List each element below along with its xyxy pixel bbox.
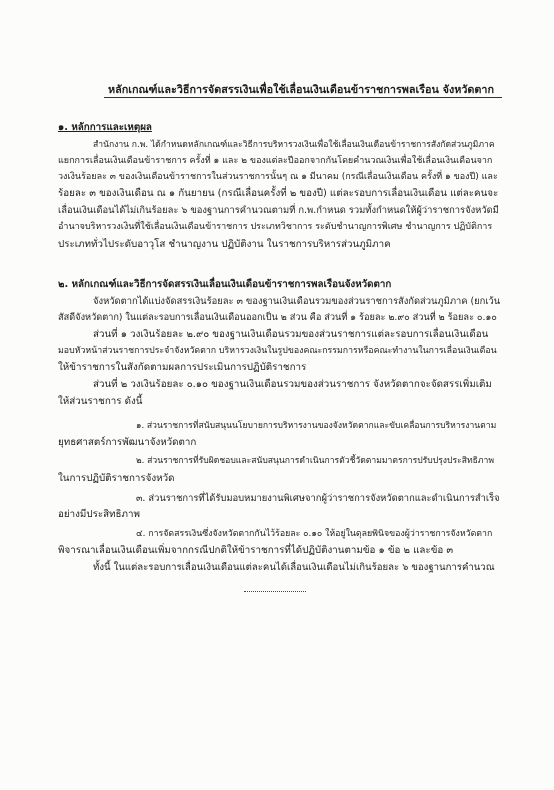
end-divider [244, 591, 306, 592]
allocation-item: ๔. การจัดสรรเงินซึ่งจังหวัดตากกันไว้ร้อยละ ๐.๑๐ ให้อยู่ในดุลยพินิจของผู้ว่าราชการจังหวัดตาก [136, 529, 493, 539]
allocation-item: ๓. ส่วนราชการที่ได้รับมอบหมายงานพิเศษจากผู้ว่าราชการจังหวัดตากและดำเนินการสำเร็จ [136, 493, 500, 504]
section1-line: วงเงินร้อยละ ๓ ของเงินเดือนข้าราชการในส่วนราชการนั้นๆ ณ ๑ มีนาคม (กรณีเลื่อนเงินเดือน ครั้งที่ ๑ ของปี) และ [58, 172, 498, 182]
allocation-item: ๒. ส่วนราชการที่รับผิดชอบและสนับสนุนการดำเนินการตัวชี้วัดตามมาตรการปรับปรุงประสิทธิภาพ [136, 456, 495, 466]
section1-line: อำนาจบริหารวงเงินที่ใช้เลื่อนเงินเดือนข้าราชการ ประเภทวิชาการ ระดับชำนาญการพิเศษ ชำนาญการ ปฏิบัติการ [58, 222, 493, 232]
document-title: หลักเกณฑ์และวิธีการจัดสรรเงินเพื่อใช้เลื่อนเงินเดือนข้าราชการพลเรือน จังหวัดตาก [108, 83, 495, 96]
allocation-item-cont: พิจารณาเลื่อนเงินเดือนเพิ่มจากกรณีปกติให้ข้าราชการที่ได้ปฏิบัติงานตามข้อ ๑ ข้อ ๒ และข้อ ๓ [58, 545, 454, 556]
part1-line: มอบหัวหน้าส่วนราชการประจำจังหวัดตาก บริหารวงเงินในรูปของคณะกรรมการหรือคณะทำงานในการเลื่อนเงินเดือน [58, 346, 497, 356]
section2-intro-line: จังหวัดตากได้แบ่งจัดสรรเงินร้อยละ ๓ ของฐานเงินเดือนรวมของส่วนราชการสังกัดส่วนภูมิภาค (ยกเว้น [93, 296, 501, 307]
allocation-item: ๑. ส่วนราชการที่สนับสนุนนโยบายการบริหารงานของจังหวัดตากและขับเคลื่อนการบริหารงานตาม [136, 421, 497, 431]
part1-line: ส่วนที่ ๑ วงเงินร้อยละ ๒.๙๐ ของฐานเงินเดือนรวมของส่วนราชการแต่ละรอบการเลื่อนเงินเดือน [93, 329, 489, 340]
section1-line: ประเภททั่วไประดับอาวุโส ชำนาญงาน ปฏิบัติงาน ในราชการบริหารส่วนภูมิภาค [58, 239, 391, 250]
allocation-item-cont: ในการปฏิบัติราชการจังหวัด [58, 473, 175, 484]
part2-line: ส่วนที่ ๒ วงเงินร้อยละ ๐.๑๐ ของฐานเงินเดือนรวมของส่วนราชการ จังหวัดตากจะจัดสรรเพิ่มเติม [93, 379, 492, 390]
allocation-item-cont: ยุทธศาสตร์การพัฒนาจังหวัดตาก [58, 437, 197, 448]
title-underline [104, 97, 502, 98]
section1-heading: ๑. หลักการและเหตุผล [58, 122, 152, 133]
section1-line: แยกการเลื่อนเงินเดือนข้าราชการ ครั้งที่ ๑ และ ๒ ของแต่ละปีออกจากกันโดยคำนวณเงินเพื่อใช้เลื่อนเงินเดือนจาก [58, 156, 493, 166]
allocation-item-cont: อย่างมีประสิทธิภาพ [58, 509, 140, 520]
part2-line: ให้ส่วนราชการ ดังนี้ [58, 396, 143, 407]
section1-line: ร้อยละ ๓ ของเงินเดือน ณ ๑ กันยายน (กรณีเลื่อนครั้งที่ ๒ ของปี) แต่ละรอบการเลื่อนเงินเดือน แต่ละคนจะ [58, 188, 499, 199]
section2-heading: ๒. หลักเกณฑ์และวิธีการจัดสรรเงินเลื่อนเงินเดือนข้าราชการพลเรือนจังหวัดตาก [58, 279, 392, 290]
closing-line: ทั้งนี้ ในแต่ละรอบการเลื่อนเงินเดือนแต่ละคนได้เลื่อนเงินเดือนไม่เกินร้อยละ ๖ ของฐานการคำนวณ [93, 562, 495, 573]
section2-intro-line: สัสดีจังหวัดตาก) ในแต่ละรอบการเลื่อนเงินเดือนออกเป็น ๒ ส่วน คือ ส่วนที่ ๑ ร้อยละ ๒.๙๐ ส่วนที่ ๒ ร้อยละ ๐.๑๐ [58, 312, 497, 323]
section1-line: เลื่อนเงินเดือนได้ไม่เกินร้อยละ ๖ ของฐานการคำนวณตามที่ ก.พ.กำหนด รวมทั้งกำหนดให้ผู้ว่าราชการจังหวัดมี [58, 205, 499, 216]
part1-line: ให้ข้าราชการในสังกัดตามผลการประเมินการปฏิบัติราชการ [58, 362, 307, 373]
section1-line: สำนักงาน ก.พ. ได้กำหนดหลักเกณฑ์และวิธีการบริหารวงเงินเพื่อใช้เลื่อนเงินเดือนข้าราชการสังกัดส่วนภูมิภาค [93, 140, 495, 150]
